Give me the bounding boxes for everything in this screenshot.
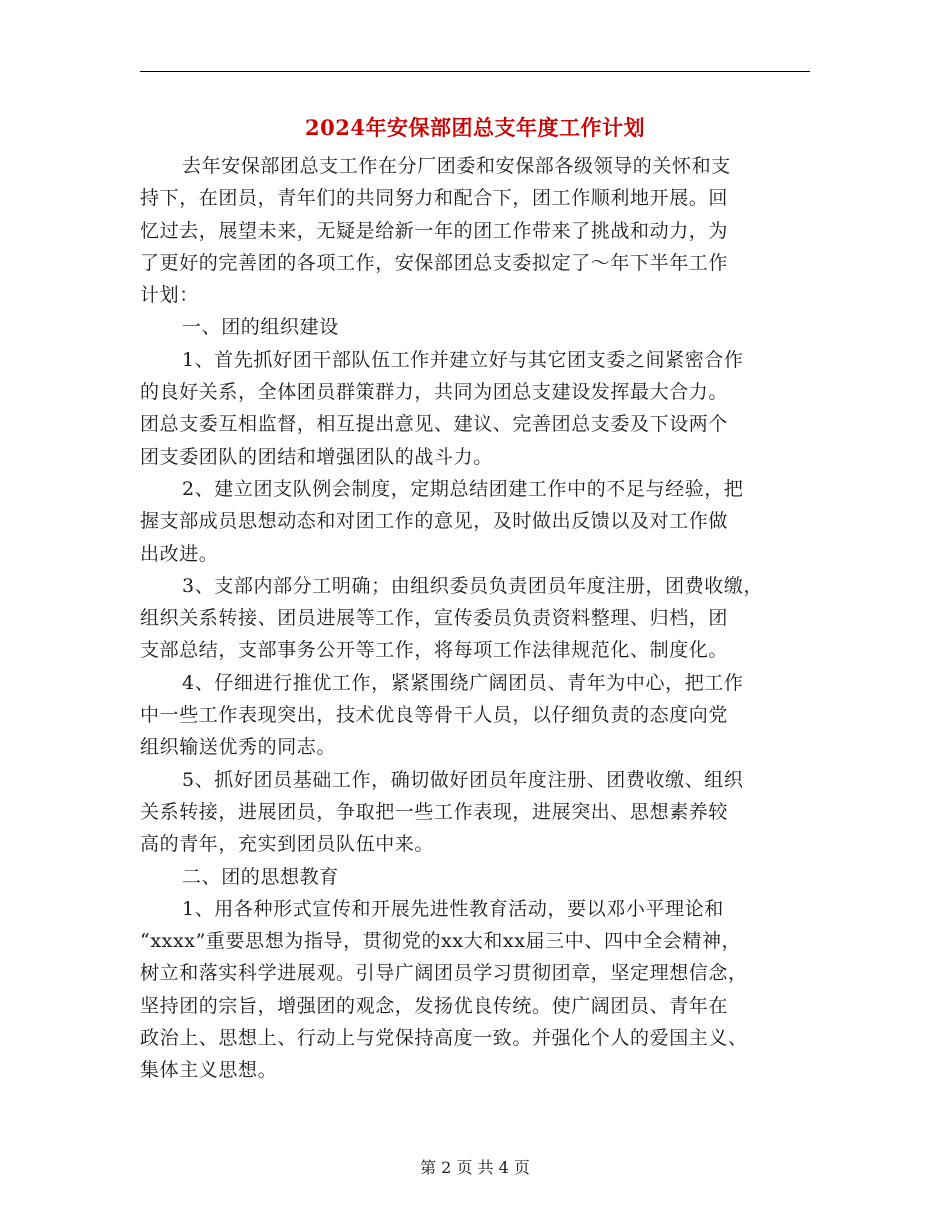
document-title: 2024年安保部团总支年度工作计划 <box>305 115 645 140</box>
body-line: 中一些工作表现突出，技术优良等骨干人员，以仔细负责的态度向党 <box>140 704 729 727</box>
body-line: 3、支部内部分工明确；由组织委员负责团员年度注册，团费收缴， <box>182 574 764 597</box>
body-line: 一、团的组织建设 <box>182 316 339 339</box>
body-line: 1、首先抓好团干部队伍工作并建立好与其它团支委之间紧密合作 <box>182 348 744 371</box>
body-line: 握支部成员思想动态和对团工作的意见，及时做出反馈以及对工作做 <box>140 510 729 533</box>
body-line: 树立和落实科学进展观。引导广阔团员学习贯彻团章，坚定理想信念， <box>140 962 748 985</box>
header-rule <box>140 71 810 72</box>
body-line: 高的青年，充实到团员队伍中来。 <box>140 833 435 856</box>
body-line: 忆过去，展望未来，无疑是给新一年的团工作带来了挑战和动力，为 <box>140 219 729 242</box>
body-line: “xxxx”重要思想为指导，贯彻党的xx大和xx届三中、四中全会精神， <box>140 930 742 953</box>
body-line: 1、用各种形式宣传和开展先进性教育活动，要以邓小平理论和 <box>182 897 724 920</box>
page-footer: 第 2 页 共 4 页 <box>420 1158 530 1177</box>
body-line: 集体主义思想。 <box>140 1059 278 1082</box>
body-line: 出改进。 <box>140 542 219 565</box>
body-line: 二、团的思想教育 <box>182 865 339 888</box>
body-line: 5、抓好团员基础工作，确切做好团员年度注册、团费收缴、组织 <box>182 768 744 791</box>
body-line: 计划： <box>140 284 199 307</box>
body-line: 团总支委互相监督，相互提出意见、建议、完善团总支委及下设两个 <box>140 413 729 436</box>
body-line: 2、建立团支队例会制度，定期总结团建工作中的不足与经验，把 <box>182 477 744 500</box>
body-line: 的良好关系，全体团员群策群力，共同为团总支建设发挥最大合力。 <box>140 381 729 404</box>
body-line: 团支委团队的团结和增强团队的战斗力。 <box>140 445 493 468</box>
body-line: 4、仔细进行推优工作，紧紧围绕广阔团员、青年为中心，把工作 <box>182 671 744 694</box>
body-line: 了更好的完善团的各项工作，安保部团总支委拟定了～年下半年工作 <box>140 251 729 274</box>
body-line: 坚持团的宗旨，增强团的观念，发扬优良传统。使广阔团员、青年在 <box>140 994 729 1017</box>
body-line: 关系转接，进展团员，争取把一些工作表现，进展突出、思想素养较 <box>140 800 729 823</box>
body-line: 持下，在团员，青年们的共同努力和配合下，团工作顺利地开展。回 <box>140 187 729 210</box>
body-line: 组织关系转接、团员进展等工作，宣传委员负责资料整理、归档，团 <box>140 607 729 630</box>
body-line: 组织输送优秀的同志。 <box>140 736 337 759</box>
body-line: 去年安保部团总支工作在分厂团委和安保部各级领导的关怀和支 <box>182 155 731 177</box>
document-body <box>140 150 810 1087</box>
body-line: 支部总结，支部事务公开等工作，将每项工作法律规范化、制度化。 <box>140 639 729 662</box>
body-line: 政治上、思想上、行动上与党保持高度一致。并强化个人的爱国主义、 <box>140 1027 748 1050</box>
